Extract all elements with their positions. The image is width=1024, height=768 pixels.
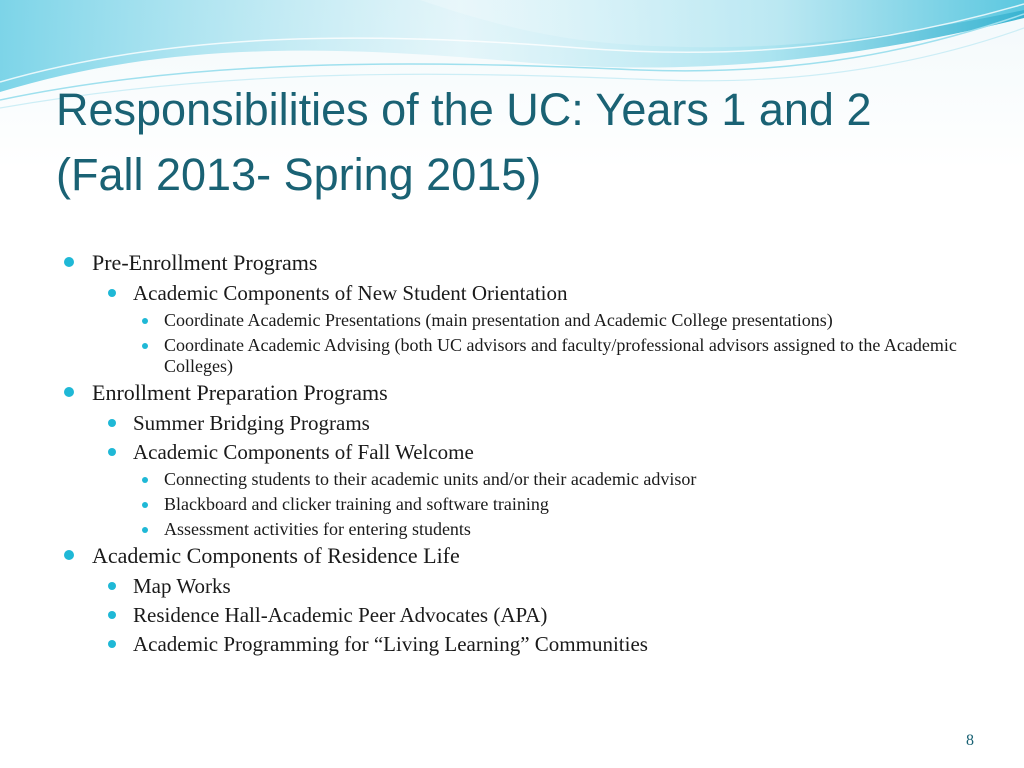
bullet-blackboard-training: [0, 491, 1024, 516]
bullet-connecting-students: [0, 466, 1024, 491]
bullet-dot-icon: [108, 419, 116, 427]
bullet-text: Summer Bridging Programs: [133, 411, 370, 435]
bullet-enrollment-preparation-programs: [0, 378, 1024, 408]
bullet-academic-advising: [0, 332, 1024, 378]
bullet-text: Connecting students to their academic units and/or their academic advisor: [164, 469, 697, 489]
bullet-peer-advocates: [0, 600, 1024, 629]
bullet-text: Enrollment Preparation Programs: [92, 380, 388, 405]
bullet-text: Map Works: [133, 574, 231, 598]
bullet-text: Academic Components of Fall Welcome: [133, 440, 474, 464]
bullet-dot-icon: [64, 387, 74, 397]
bullet-assessment-activities: [0, 516, 1024, 541]
bullet-map-works: [0, 571, 1024, 600]
bullet-summer-bridging-programs: [0, 408, 1024, 437]
bullet-text: Coordinate Academic Advising (both UC advisors and faculty/professional advisors assigned to the Academic Colleges): [164, 335, 957, 376]
bullet-text: Pre-Enrollment Programs: [92, 250, 318, 275]
bullet-dot-icon: [142, 527, 148, 533]
bullet-dot-icon: [108, 289, 116, 297]
bullet-living-learning-communities: [0, 629, 1024, 658]
slide-title: [56, 78, 996, 208]
bullet-new-student-orientation: [0, 278, 1024, 307]
page-number: 8: [966, 732, 974, 749]
slide-title-line-2: (Fall 2013- Spring 2015): [56, 148, 542, 200]
bullet-text: Academic Programming for “Living Learning” Communities: [133, 632, 648, 656]
bullet-dot-icon: [142, 477, 148, 483]
bullet-dot-icon: [142, 318, 148, 324]
bullet-fall-welcome: [0, 437, 1024, 466]
bullet-dot-icon: [142, 502, 148, 508]
bullet-text: Coordinate Academic Presentations (main presentation and Academic College presentations): [164, 310, 833, 330]
bullet-academic-presentations: [0, 307, 1024, 332]
bullet-text: Assessment activities for entering students: [164, 519, 471, 539]
bullet-dot-icon: [108, 582, 116, 590]
bullet-dot-icon: [64, 550, 74, 560]
bullet-dot-icon: [64, 257, 74, 267]
bullet-text: Residence Hall-Academic Peer Advocates (APA): [133, 603, 548, 627]
bullet-dot-icon: [142, 343, 148, 349]
bullet-text: Academic Components of New Student Orientation: [133, 281, 568, 305]
bullet-dot-icon: [108, 448, 116, 456]
bullet-dot-icon: [108, 640, 116, 648]
bullet-dot-icon: [108, 611, 116, 619]
bullet-residence-life: [0, 541, 1024, 571]
bullet-pre-enrollment-programs: [0, 248, 1024, 278]
bullet-list: [0, 248, 1024, 658]
slide-title-line-1: Responsibilities of the UC: Years 1 and 2: [56, 84, 872, 135]
bullet-text: Academic Components of Residence Life: [92, 543, 460, 568]
bullet-text: Blackboard and clicker training and software training: [164, 494, 549, 514]
